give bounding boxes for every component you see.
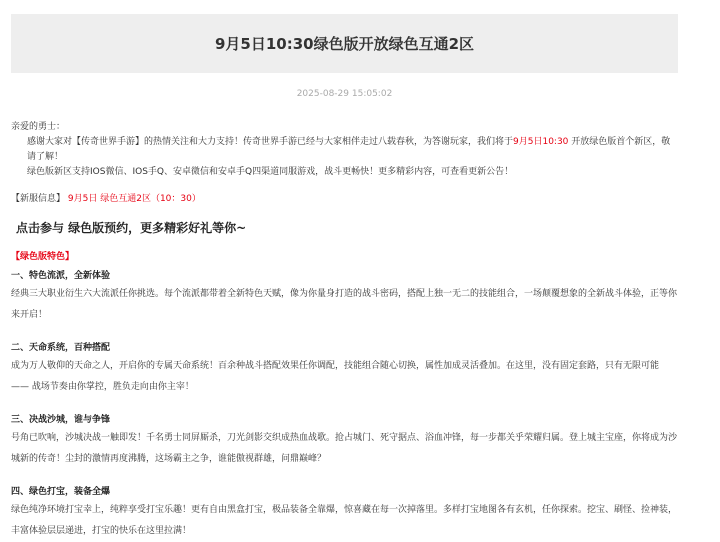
open-time-highlight: 9月5日10:30 — [513, 137, 569, 147]
intro-paragraph-2: 绿色版新区支持IOS微信、IOS手Q、安卓微信和安卓手Q四渠道同服游戏，战斗更畅快！更多精彩内容，可查看更新公告！ — [27, 167, 514, 177]
publish-date: 2025-08-29 15:05:02 — [296, 89, 393, 99]
intro-paragraph-1 — [11, 135, 678, 165]
server-date: 9月5日 — [67, 194, 98, 204]
features-tag: 【绿色版特色】 — [11, 252, 75, 262]
server-name: 绿色互通2区（10：30） — [100, 194, 201, 204]
section-title-2: 二、天命系统，百种搭配 — [11, 343, 111, 353]
title-banner — [11, 14, 678, 73]
section-title-1: 一、特色流派，全新体验 — [11, 271, 111, 281]
section-body-1: 经典三大职业衍生六大流派任你挑选。每个流派都带着全新特色天赋，像为你量身打造的战斗密码，搭配上独一无二的技能组合，一场颠覆想象的全新战斗体验，正等你来开启！ — [11, 289, 678, 320]
article-body — [11, 120, 678, 542]
intro-text-a: 感谢大家对【传奇世界手游】的热情关注和大力支持！传奇世界手游已经与大家相伴走过八载春秋，为答谢玩家，我们将于 — [27, 137, 514, 147]
server-info-line — [11, 192, 678, 207]
section-title-3: 三、决战沙城，谁与争锋 — [11, 415, 111, 425]
section-body-3: 号角已吹响，沙城决战一触即发！千名勇士同屏厮杀，刀光剑影交织成热血战歌。抢占城门、死守据点、浴血冲锋，每一步都关乎荣耀归属。登上城主宝座，你将成为沙城新的传奇！尘封的激情再度沸腾，这场霸主之争，谁能傲视群雄，问鼎巅峰？ — [11, 433, 678, 464]
section-body-4: 绿色纯净环境打宝幸上，纯粹享受打宝乐趣！更有自由黑盒打宝，极品装备全靠爆，惊喜藏在每一次掉落里。多样打宝地图各有玄机，任你探索。挖宝、刷怪、捡神装，丰富体验层层递进，打宝的快乐在这里拉满！ — [11, 505, 678, 536]
section-body-2: 成为万人敬仰的天命之人，开启你的专属天命系统！百余种战斗搭配效果任你调配，技能组合随心切换，属性加成灵活叠加。在这里，没有固定套路，只有无限可能 —— 战场节奏由你掌控，胜负走向由你主宰！ — [11, 361, 660, 392]
greeting: 亲爱的勇士： — [11, 122, 66, 132]
reservation-cta-link[interactable]: 点击参与 绿色版预约，更多精彩好礼等你~ — [16, 221, 247, 235]
section-title-4: 四、绿色打宝，装备全爆 — [11, 487, 111, 497]
server-info-label: 【新服信息】 — [11, 194, 66, 204]
page-title: 9月5日10:30绿色版开放绿色互通2区 — [214, 35, 475, 53]
intro-text-b: 开放绿色版首个新区，敬请了解！ — [27, 137, 671, 162]
